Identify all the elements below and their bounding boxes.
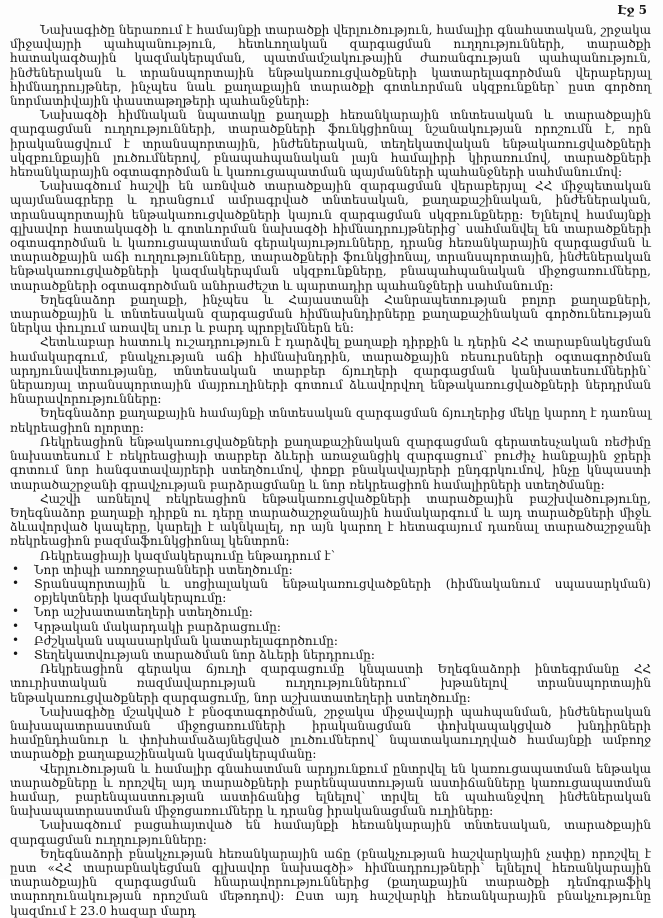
list-item-text: Կրթական մակարդակի բարձրացումը։ (34, 619, 282, 634)
list-item-text: Բժշկական սպասարկման կատարելագործումը։ (34, 633, 338, 648)
list-intro: Ռեկրեացիայի կազմակերպումը ենթադրում է՝ (40, 548, 336, 563)
paragraph-1: Նախագիծը ներառում է համայնքի տարածքի վերլուծություն, համալիր գնահատական, շրջակա միջավայրի պահպանություն, հետևողական զարգացման ուղղությունների, տարածքի հատակագծային կազմակերպման, պատմամշակութային ժառանգության պահպանություն, ինժեներական և տրանսպորտային ենթակառուցվածքների կատարելագործման վերաբերյալ հիմնադրույթներ, ինչպես նաև քաղաքային տարածքի գոտևորման սկզբունքներ՝ ըստ գործող նորմատիվային փաստաթղթերի պահանջների։ (10, 23, 651, 109)
paragraph-5: Հետևաբար հատուկ ուշադրություն է դարձվել քաղաքի դիրքին և դերին ՀՀ տարաբնակեցման համակարգում, բնակչության աճի հիմնախնդրին, տարածքային ռեսուրսների օգտագործման արդյունավետությանը, տնտեսական տարբեր ճյուղերի զարգացման կանխատեսումներին՝ ներառյալ տրանսպորտային մայրուղիների գոտում ձևավորվող ենթակառուցվածքների ներդրման հնարավորությունները։ (10, 335, 651, 407)
list-item-text: Նոր աշխատատեղերի ստեղծումը։ (34, 605, 253, 620)
paragraph-3: Նախագծում հաշվի են առնված տարածքային զարգացման վերաբերյալ ՀՀ միջպետական պայմանագրերը և դրանցում ամրագրված տնտեսական, քաղաքաշինական, ինժեներական, տրանսպորտային ենթակառուցվածքների կայուն զարգացման սկզբունքները։ Ելնելով համայնքի գլխավոր հատակագծի և գոտևորման նախագծի հիմնադրույթներից՝ սահմանվել են տարածքների օգտագործման և կառուցապատման գերակայությունները, դրանց հեռանկարային զարգացման և տարածքային աճի ուղղությունները, տարածքների ֆունկցիոնալ, տրանսպորտային, ինժեներական ենթակառուցվածքների կազմակերպման սկզբունքները, բնապահպանական միջոցառումները, տարածքների օգտագործման անհրաժեշտ և պարտադիր պահանջների սահմանումը։ (10, 179, 651, 293)
bullet-icon: • (12, 561, 20, 576)
paragraph-6: Եղեգնաձոր քաղաքային համայնքի տնտեսական զարգացման ճյուղերից մեկը կարող է դառնալ ռեկրեացիոն ոլորտը։ (10, 406, 651, 435)
list-item (10, 648, 651, 662)
paragraph-12: Նախագծում բացահայտված են համայնքի հեռանկարային տնտեսական, տարածքային զարգացման ուղղությունները։ (10, 818, 651, 847)
bullet-icon: • (12, 604, 20, 619)
list-item (10, 563, 651, 577)
list-item-text: Տեղեկատվության տարածման նոր ձևերի ներդրումը։ (34, 647, 375, 662)
list-item (10, 577, 651, 605)
list-item-text: Տրանսպորտային և սոցիալական ենթակառուցվածքների (հիմնականում սպասարկման) օբյեկտների կազմակերպումը։ (34, 576, 651, 606)
paragraph-2: Նախագծի հիմնական նպատակը քաղաքի հեռանկարային տնտեսական և տարածքային զարգացման ուղղությունների, տարածքների ֆունկցիոնալ նշանակության որոշումն է, որն իրականացվում է տրանսպորտային, ինժեներական, տեղեկատվական ենթակառուցվածքների սկզբունքային լուծումներով, բնապահպանական լայն համալիրի կիրառումով, տարածքների հեռանկարային օգտագործման և կառուցապատման պայմանների պահանջների սահմանումով։ (10, 108, 651, 180)
paragraph-13: Եղեգնաձորի բնակչության հեռանկարային աճը (բնակչության հաշվարկային չափը) որոշվել է ըստ «ՀՀ տարաբնակեցման գլխավոր նախագծի» հիմնադրույթների՝ ելնելով հեռանկարային տարածքային զարգացման հնարավորություններից (քաղաքային տարածքի դեմոգրաֆիկ տարողունակության որոշման մեթոդով)։ Ըստ այդ հաշվարկի հեռանկարային բնակչությունը կազմում է 23.0 հազար մարդ (10, 846, 651, 918)
paragraph-8: Հաշվի առնելով ռեկրեացիոն ենթակառուցվածքների տարածքային բաշխվածությունը, Եղեգնաձոր քաղաքի դիրքն ու դերը տարածաշրջանային համակարգում և այդ տարածքների միջև ձևավորված կապերը, կարելի է ակնկալել, որ այն կարող է հետագայում դառնալ տարածաշրջանի ռեկրեացիոն բազմաֆունկցիոնալ կենտրոն։ (10, 491, 651, 549)
list-item (10, 605, 651, 619)
bullet-icon: • (12, 632, 20, 647)
page-number: Էջ 5 (617, 3, 647, 17)
paragraph-7: Ռեկրեացիոն ենթակառուցվածքների քաղաքաշինական զարգացման գերատեսչական ռեժիմը նախատեսում է ռեկրեացիայի տարբեր ձևերի առաջանցիկ զարգացում՝ բուժիչ հանքային ջրերի գոտում նոր հանգստավայրերի ստեղծումով, փոքր բնակավայրերի ընդգրկումով, ինչը կնպաստի տարածաշրջանի գրավչության բարձրացմանը և նոր ռեկրեացիոն համալիրների ստեղծմանը։ (10, 434, 651, 492)
list-item (10, 620, 651, 634)
list-item (10, 634, 651, 648)
paragraph-10: Նախագիծը մշակված է բնօգտագործման, շրջակա միջավայրի պահպանման, ինժեներական նախապատրաստման միջոցառումների իրականացման փոխկապակցված խնդիրների համընդհանուր և փոխհամաձայնեցված լուծումներով՝ նպատակաուղղված համայնքի ամբողջ տարածքի քաղաքաշինական կազմակերպմանը։ (10, 704, 651, 762)
document-body (10, 23, 651, 918)
list-item-text: Նոր տիպի առողջարանների ստեղծումը։ (34, 562, 293, 577)
paragraph-9: Ռեկրեացիոն գերակա ճյուղի զարգացումը կնպաստի Եղեգնաձորի ինտեգրմանը ՀՀ տուրիստական ռազմավարության ուղղություններում՝ խթանելով տրանսպորտային ենթակառուցվածքների զարգացումը, նոր աշխատատեղերի ստեղծումը։ (10, 662, 651, 705)
bullet-icon: • (12, 618, 20, 633)
bullet-icon: • (12, 646, 20, 661)
paragraph-4: Եղեգնաձոր քաղաքի, ինչպես և Հայաստանի Հանրապետության բոլոր քաղաքների, տարածքային և տնտեսական զարգացման հիմնախնդիրները քաղաքաշինական գործունեության ներկա փուլում առավել սուր և բարդ պրոբլեմներն են։ (10, 292, 651, 336)
bullet-list (10, 563, 651, 662)
bullet-icon: • (12, 575, 20, 590)
paragraph-11: Վերլուծության և համալիր գնահատման արդյունքում ընտրվել են կառուցապատման ենթակա տարածքները և որոշվել այդ տարածքների բարենպաստության աստիճանները կառուցապատման համար, բարենպաստության աստիճանից ելնելով՝ տրվել են պահանջվող ինժեներական նախապատրաստման միջոցառումները և դրանց իրականացման ուղիները։ (10, 761, 651, 819)
